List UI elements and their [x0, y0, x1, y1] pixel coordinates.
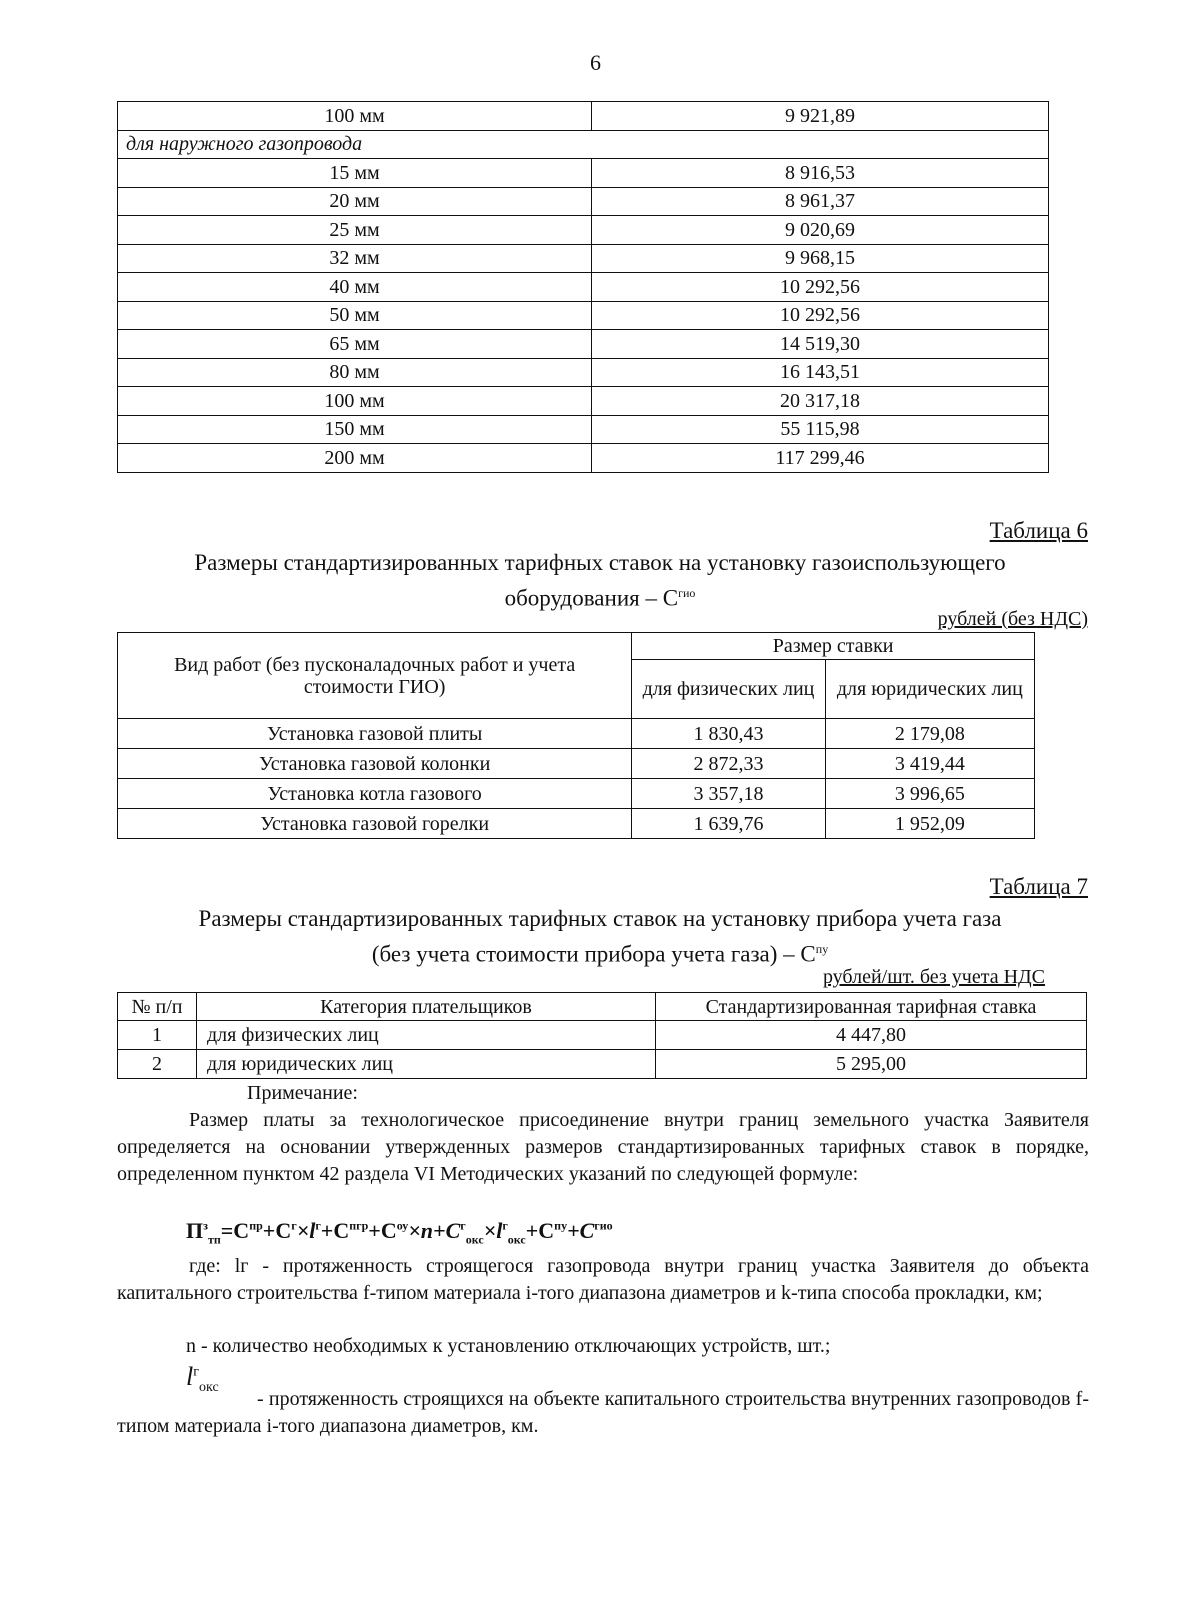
formula-sub: окс — [507, 1232, 526, 1247]
table-row — [118, 330, 1049, 359]
individual-rate-cell: 1 830,43 — [632, 719, 825, 749]
diameter-cell: 32 мм — [118, 244, 592, 273]
rate-cell: 9 921,89 — [592, 102, 1049, 131]
formula-sup: г — [460, 1218, 466, 1233]
fee-formula — [186, 1218, 613, 1247]
formula-sup: гио — [594, 1218, 613, 1233]
table-row — [118, 102, 1049, 131]
formula-term: =С — [220, 1218, 250, 1243]
table-row — [118, 719, 1035, 749]
formula-sub: тп — [207, 1232, 221, 1247]
rate-cell: 9 020,69 — [592, 216, 1049, 245]
rate-cell: 5 295,00 — [656, 1050, 1087, 1079]
table-row — [118, 749, 1035, 779]
table7-title-sup: пу — [815, 942, 829, 956]
header-legal-entities: для юридических лиц — [825, 660, 1034, 719]
diameter-cell: 150 мм — [118, 415, 592, 444]
table6-title-line1: Размеры стандартизированных тарифных ставок на установку газоиспользующего — [194, 550, 1006, 575]
gas-equipment-rates-table — [117, 632, 1035, 839]
legal-rate-cell: 3 419,44 — [825, 749, 1034, 779]
header-rate: Размер ставки — [632, 633, 1035, 660]
header-standard-rate: Стандартизированная тарифная ставка — [656, 993, 1087, 1021]
work-type-cell: Установка газовой горелки — [118, 809, 632, 839]
rate-cell: 10 292,56 — [592, 273, 1049, 302]
table7-title-line2: (без учета стоимости прибора учета газа) – С — [371, 941, 816, 967]
individual-rate-cell: 3 357,18 — [632, 779, 825, 809]
table-row — [118, 415, 1049, 444]
lokc-base: l — [186, 1362, 194, 1391]
header-individuals: для физических лиц — [632, 660, 825, 719]
formula-term: +С — [525, 1218, 555, 1243]
formula-term: +С — [320, 1218, 350, 1243]
table-row — [118, 273, 1049, 302]
formula-lhs: П — [186, 1218, 204, 1243]
formula-term: ×l — [296, 1218, 316, 1243]
formula-term: ×l — [483, 1218, 503, 1243]
formula-sup: з — [203, 1218, 208, 1233]
table7-units: рублей/шт. без учета НДС — [822, 966, 1045, 988]
table-row — [118, 1050, 1087, 1079]
table-row — [118, 779, 1035, 809]
diameter-cell: 100 мм — [118, 102, 592, 131]
rate-cell: 55 115,98 — [592, 415, 1049, 444]
formula-sup: г — [291, 1218, 297, 1233]
diameter-cell: 20 мм — [118, 187, 592, 216]
note-title: Примечание: — [247, 1082, 358, 1104]
rate-cell: 10 292,56 — [592, 301, 1049, 330]
header-work-type: Вид работ (без пусконаладочных работ и учета стоимости ГИО) — [118, 633, 632, 719]
rate-cell: 8 916,53 — [592, 159, 1049, 188]
work-type-cell: Установка газовой колонки — [118, 749, 632, 779]
diameter-cell: 15 мм — [118, 159, 592, 188]
formula-term: +С — [567, 1218, 595, 1243]
table6-label: Таблица 6 — [989, 518, 1088, 543]
table-row — [118, 301, 1049, 330]
table-row — [118, 130, 1049, 159]
table7-label: Таблица 7 — [989, 874, 1088, 899]
lokc-sup: г — [193, 1364, 199, 1380]
table-row — [118, 809, 1035, 839]
page-number: 6 — [590, 50, 601, 75]
gas-meter-rates-table — [117, 992, 1087, 1079]
table6-title-line2: оборудования – С — [504, 585, 679, 611]
formula-term: ×n+С — [408, 1218, 461, 1243]
diameter-cell: 200 мм — [118, 444, 592, 473]
diameter-cell: 25 мм — [118, 216, 592, 245]
formula-term: +С — [262, 1218, 292, 1243]
formula-sup: г — [502, 1218, 508, 1233]
table-row — [118, 187, 1049, 216]
table6-units: рублей (без НДС) — [937, 608, 1088, 630]
rate-cell: 16 143,51 — [592, 358, 1049, 387]
definition-lg: где: lг - протяженность строящегося газопровода внутри границ участка Заявителя до объекта капитального строительства f-типом материала i-того диапазона диаметров и k-типа способа прокладки, км; — [117, 1255, 1089, 1304]
section-label: для наружного газопровода — [118, 130, 1049, 159]
table-row — [118, 244, 1049, 273]
individual-rate-cell: 1 639,76 — [632, 809, 825, 839]
rate-cell: 4 447,80 — [656, 1021, 1087, 1050]
lokc-sub: окс — [198, 1380, 219, 1396]
formula-sup: пу — [554, 1218, 568, 1233]
formula-sup: пгр — [349, 1218, 369, 1233]
formula-sup: оу — [396, 1218, 409, 1233]
header-number: № п/п — [118, 993, 197, 1021]
rate-cell: 14 519,30 — [592, 330, 1049, 359]
number-cell: 1 — [118, 1021, 197, 1050]
diameter-cell: 100 мм — [118, 387, 592, 416]
category-cell: для физических лиц — [197, 1021, 656, 1050]
table-row — [118, 216, 1049, 245]
formula-term: +С — [368, 1218, 397, 1243]
rate-cell: 117 299,46 — [592, 444, 1049, 473]
table6-title — [100, 548, 1100, 614]
formula-sup: г — [315, 1218, 321, 1233]
number-cell: 2 — [118, 1050, 197, 1079]
diameter-cell: 80 мм — [118, 358, 592, 387]
legal-rate-cell: 3 996,65 — [825, 779, 1034, 809]
rate-cell: 9 968,15 — [592, 244, 1049, 273]
definition-lokc: - протяженность строящихся на объекте капитального строительства внутренних газопроводов f-типом материала i-того диапазона диаметров, км. — [117, 1388, 1089, 1437]
rate-cell: 8 961,37 — [592, 187, 1049, 216]
note-paragraph: Размер платы за технологическое присоединение внутри границ земельного участка Заявителя определяется на основании утвержденных размеров стандартизированных тарифных ставок в порядке, определенном пунктом 42 раздела VI Методических указаний по следующей формуле: — [117, 1109, 1089, 1185]
formula-sub: окс — [465, 1232, 484, 1247]
rate-cell: 20 317,18 — [592, 387, 1049, 416]
diameter-cell: 65 мм — [118, 330, 592, 359]
individual-rate-cell: 2 872,33 — [632, 749, 825, 779]
definition-n: n - количество необходимых к установлению отключающих устройств, шт.; — [186, 1335, 831, 1357]
category-cell: для юридических лиц — [197, 1050, 656, 1079]
work-type-cell: Установка газовой плиты — [118, 719, 632, 749]
pipe-diameter-table — [117, 101, 1049, 473]
diameter-cell: 50 мм — [118, 301, 592, 330]
legal-rate-cell: 1 952,09 — [825, 809, 1034, 839]
table-row — [118, 444, 1049, 473]
work-type-cell: Установка котла газового — [118, 779, 632, 809]
table7-title — [100, 904, 1100, 970]
legal-rate-cell: 2 179,08 — [825, 719, 1034, 749]
formula-sup: пр — [249, 1218, 263, 1233]
table7-title-line1: Размеры стандартизированных тарифных ставок на установку прибора учета газа — [198, 906, 1002, 931]
table-row — [118, 387, 1049, 416]
table-row — [118, 1021, 1087, 1050]
header-payer-category: Категория плательщиков — [197, 993, 656, 1021]
table-row — [118, 358, 1049, 387]
diameter-cell: 40 мм — [118, 273, 592, 302]
table-row — [118, 159, 1049, 188]
table6-title-sup: гио — [678, 586, 696, 600]
